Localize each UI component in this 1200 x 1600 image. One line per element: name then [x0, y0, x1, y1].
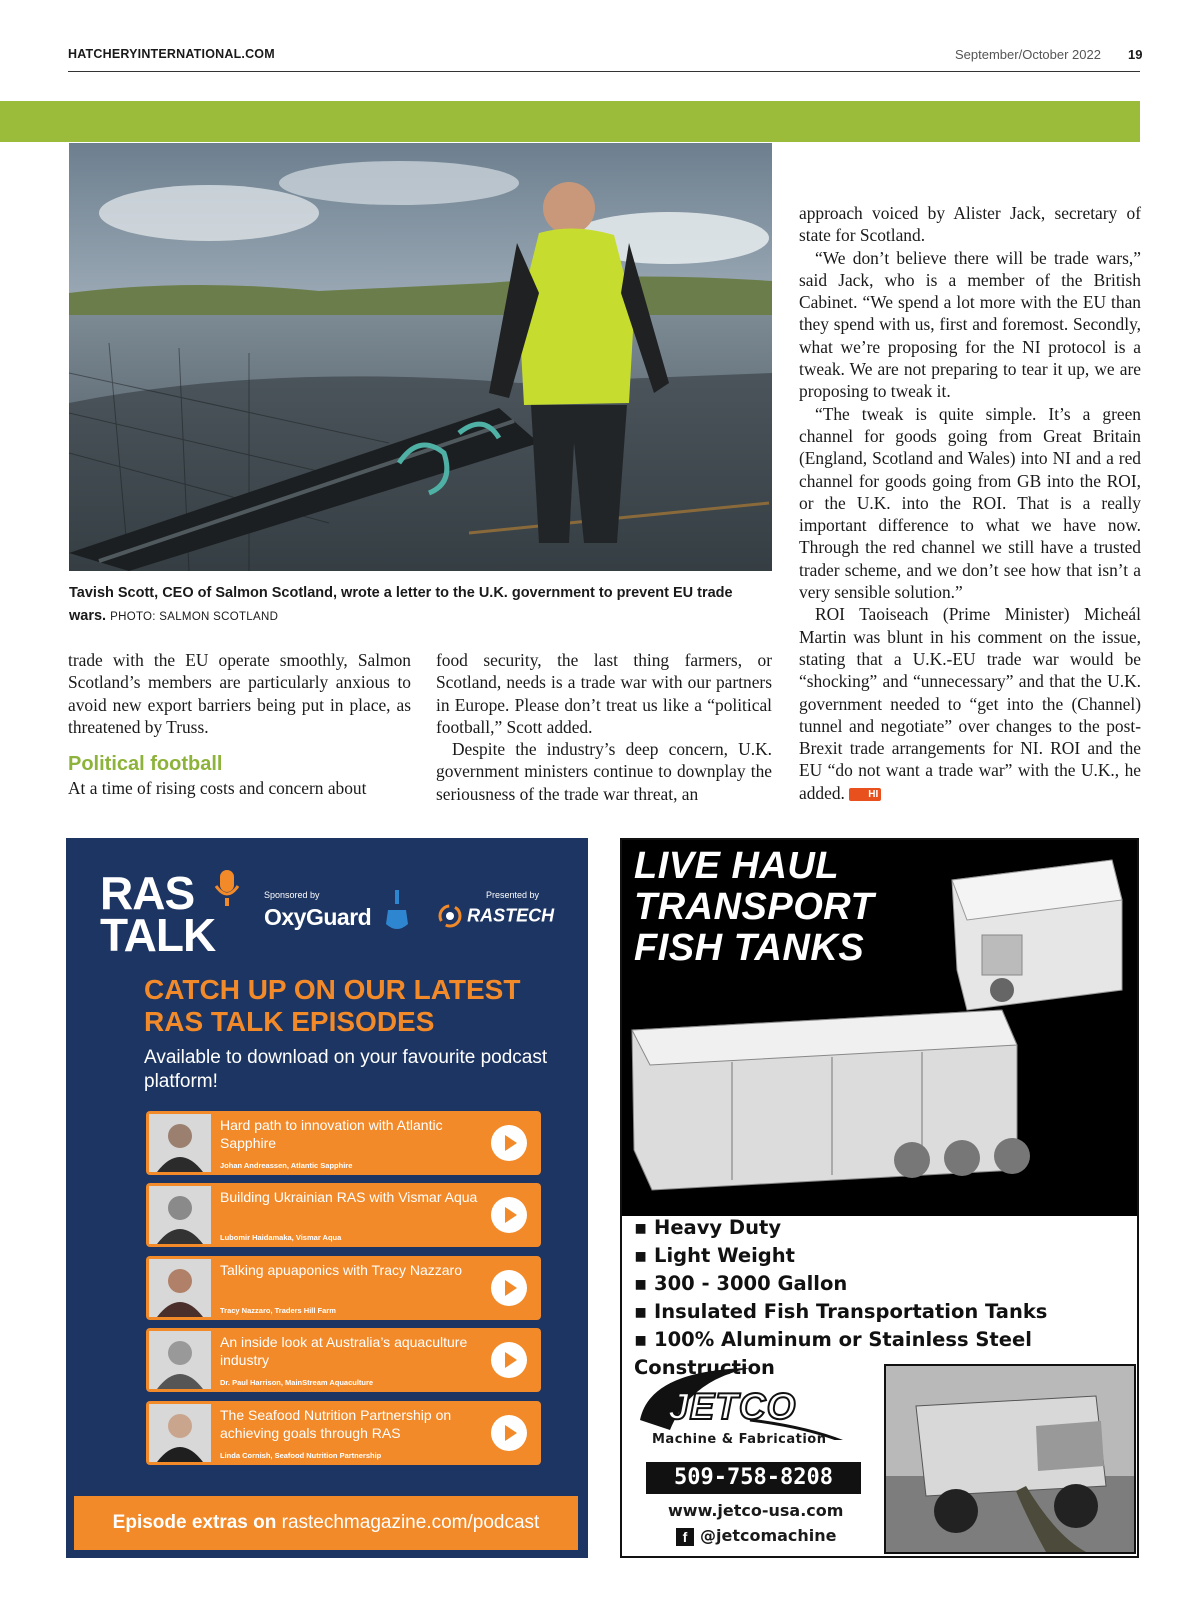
- feature-list: [634, 1214, 1137, 1382]
- paragraph: “The tweak is quite simple. It’s a green channel for goods going from Great Britain (England, Scotland and Wales) into NI and a red channel for goods going from GB into the ROI, or the U.K. into the ROI. That is a really important difference to what we have now. Through the red channel we still have a trusted trader scheme, and we don’t see how that isn’t a very sensible solution.”: [799, 403, 1141, 603]
- episode-guest: Lubomir Haidamaka, Vismar Aqua: [220, 1233, 342, 1242]
- ras-talk-logo: [100, 867, 216, 961]
- episode-guest: Tracy Nazzaro, Traders Hill Farm: [220, 1306, 336, 1315]
- rastech-text: RASTECH: [467, 905, 555, 926]
- feature-item: ▪ 300 - 3000 Gallon: [634, 1272, 848, 1295]
- episode-title: Building Ukrainian RAS with Vismar Aqua: [220, 1189, 478, 1205]
- episode-item[interactable]: [146, 1183, 541, 1247]
- website-link[interactable]: www.jetco-usa.com: [668, 1501, 844, 1520]
- paragraph-text: ROI Taoiseach (Prime Minister) Micheál Martin was blunt in his comment on the issue, stating that a U.K.-EU trade war would be “shocking” and “unnecessary” and that the U.K. government needed to “get into the (Channel) tunnel and negotiate” over changes to the post-Brexit trade arrangements for NI. ROI and the EU “do not want a trade war” with the U.K., he added.: [799, 604, 1141, 803]
- article-column-1: [68, 649, 411, 799]
- page-number: 19: [1128, 47, 1143, 62]
- paragraph-last: [799, 603, 1141, 804]
- footer-url: rastechmagazine.com/podcast: [281, 1512, 540, 1533]
- phone-number[interactable]: 509-758-8208: [646, 1462, 861, 1494]
- feature-text: Insulated Fish Transportation Tanks: [654, 1300, 1048, 1323]
- footer-label: Episode extras on: [112, 1512, 277, 1533]
- truck-photo-illustration: [886, 1366, 1134, 1552]
- episode-guest: Johan Andreassen, Atlantic Sapphire: [220, 1161, 353, 1170]
- play-icon[interactable]: [491, 1342, 527, 1378]
- article-column-3: [799, 202, 1141, 804]
- headline-line: TRANSPORT: [634, 886, 875, 928]
- issue-date: September/October 2022: [955, 47, 1101, 62]
- ras-headline: CATCH UP ON OUR LATEST RAS TALK EPISODES: [144, 974, 521, 1037]
- microphone-icon: [212, 868, 242, 908]
- play-icon[interactable]: [491, 1197, 527, 1233]
- paragraph: Despite the industry’s deep concern, U.K. government ministers continue to downplay the seriousness of the trade war threat, an: [436, 739, 772, 804]
- feature-text: Heavy Duty: [654, 1216, 782, 1239]
- episode-guest: Linda Cornish, Seafood Nutrition Partnership: [220, 1451, 382, 1460]
- facebook-handle[interactable]: @jetcomachine: [700, 1526, 837, 1545]
- sponsored-by-label: Sponsored by: [264, 890, 320, 900]
- episode-title: The Seafood Nutrition Partnership on achieving goals through RAS: [220, 1407, 452, 1441]
- episode-item[interactable]: [146, 1256, 541, 1320]
- header-rule: [68, 71, 1140, 72]
- probe-icon: [384, 890, 410, 934]
- episode-title: Hard path to innovation with Atlantic Sapphire: [220, 1117, 443, 1151]
- article-column-2: [436, 649, 772, 805]
- feature-text: 100% Aluminum or Stainless Steel Construction: [634, 1328, 1032, 1379]
- oxyguard-logo: OxyGuard: [264, 904, 372, 930]
- guest-photo: [149, 1186, 211, 1244]
- feature-item: ▪ Insulated Fish Transportation Tanks: [634, 1300, 1048, 1323]
- facebook-icon: f: [676, 1528, 694, 1546]
- subheading: Political football: [68, 753, 223, 776]
- salmon-farm-photo-illustration: [69, 143, 772, 571]
- episode-title: An inside look at Australia’s aquaculture industry: [220, 1334, 468, 1368]
- play-icon[interactable]: [491, 1415, 527, 1451]
- feature-item: ▪ 100% Aluminum or Stainless Steel Construction: [634, 1328, 1032, 1379]
- paragraph: approach voiced by Alister Jack, secretary of state for Scotland.: [799, 203, 1141, 246]
- headline-line: LIVE HAUL: [634, 845, 840, 887]
- jetco-headline: [634, 846, 934, 969]
- caption-text: Tavish Scott, CEO of Salmon Scotland, wrote a letter to the U.K. government to prevent EU trade wars.: [69, 585, 733, 624]
- photo-caption: [69, 582, 769, 629]
- ras-talk-advertisement[interactable]: [66, 838, 588, 1558]
- photo-credit: PHOTO: SALMON SCOTLAND: [110, 611, 279, 623]
- feature-text: 300 - 3000 Gallon: [654, 1272, 848, 1295]
- guest-photo: [149, 1404, 211, 1462]
- jetco-advertisement[interactable]: [620, 838, 1139, 1558]
- episode-extras-link[interactable]: [74, 1496, 578, 1550]
- rastech-logo: [438, 904, 554, 928]
- feature-item: ▪ Heavy Duty: [634, 1216, 782, 1239]
- presented-by-label: Presented by: [486, 890, 540, 900]
- feature-item: ▪ Light Weight: [634, 1244, 795, 1267]
- episode-guest: Dr. Paul Harrison, MainStream Aquaculture: [220, 1378, 374, 1387]
- swirl-icon: [438, 904, 462, 928]
- truck-photo: [884, 1364, 1136, 1554]
- headline-line: FISH TANKS: [634, 927, 865, 969]
- paragraph: At a time of rising costs and concern about: [68, 778, 367, 799]
- logo-line: RAS: [100, 867, 195, 919]
- guest-photo: [149, 1114, 211, 1172]
- guest-photo: [149, 1331, 211, 1389]
- site-name: HATCHERYINTERNATIONAL.COM: [68, 47, 275, 61]
- paragraph: trade with the EU operate smoothly, Salmon Scotland’s members are particularly anxious to avoid new export barriers being put in place, as threatened by Truss.: [68, 650, 411, 737]
- episode-item[interactable]: [146, 1111, 541, 1175]
- guest-photo: [149, 1259, 211, 1317]
- play-icon[interactable]: [491, 1125, 527, 1161]
- end-of-article-mark: HI: [849, 788, 881, 801]
- jetco-logo: JETCO: [668, 1386, 797, 1427]
- play-icon[interactable]: [491, 1270, 527, 1306]
- ras-subtext: Available to download on your favourite podcast platform!: [144, 1047, 548, 1092]
- section-color-bar: [0, 101, 1140, 142]
- paragraph: food security, the last thing farmers, or Scotland, needs is a trade war with our partners in Europe. Please don’t treat us like a “political football,” Scott added.: [436, 650, 772, 737]
- jetco-tagline: Machine & Fabrication: [652, 1432, 827, 1447]
- paragraph: “We don’t believe there will be trade wars,” said Jack, who is a member of the British Cabinet. “We spend a lot more with the EU than they spend with us, first and foremost. Secondly, what we’re proposing for the NI protocol is a tweak. We are not preparing to tear it up, we are proposing to tweak it.: [799, 247, 1141, 402]
- episode-item[interactable]: [146, 1328, 541, 1392]
- logo-line: TALK: [100, 909, 216, 961]
- episode-item[interactable]: [146, 1401, 541, 1465]
- episode-title: Talking apuaponics with Tracy Nazzaro: [220, 1262, 463, 1278]
- feature-text: Light Weight: [654, 1244, 795, 1267]
- article-photo: [69, 143, 772, 571]
